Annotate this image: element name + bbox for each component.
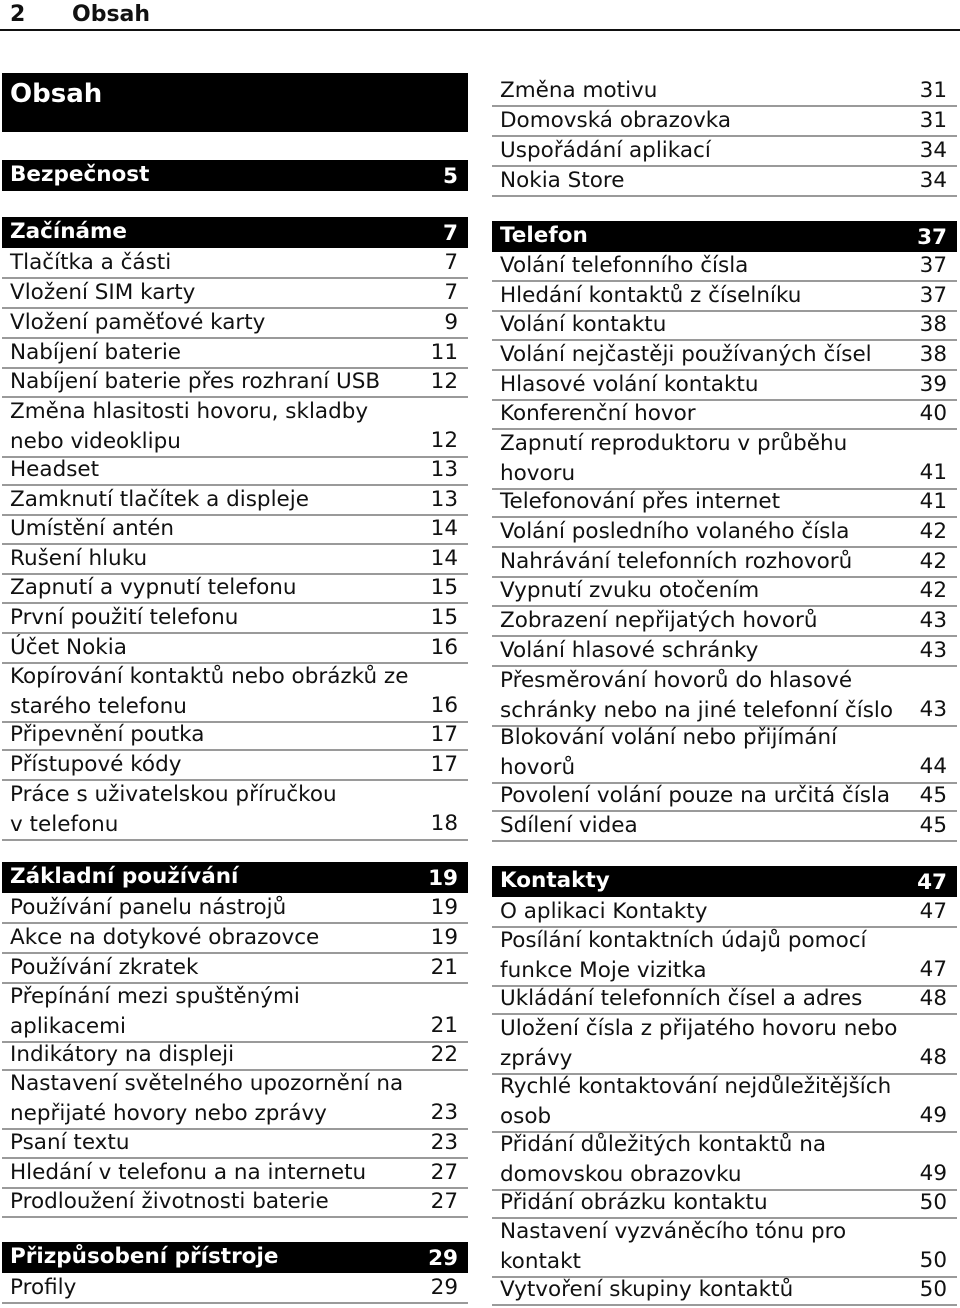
- toc-entry[interactable]: [492, 636, 957, 667]
- toc-entry[interactable]: [492, 1275, 957, 1306]
- toc-entry-title: hovoru: [500, 460, 576, 486]
- toc-entry-title: Přístupové kódy: [10, 752, 182, 777]
- toc-entry-title: Posílání kontaktních údajů pomocí: [500, 928, 867, 953]
- toc-page-number: 38: [919, 311, 947, 337]
- toc-entry-title: Volání nejčastěji používaných čísel: [500, 342, 872, 367]
- toc-entry-title: schránky nebo na jiné telefonní číslo: [500, 697, 894, 723]
- toc-entry[interactable]: [492, 370, 957, 401]
- toc-page-number: 37: [919, 282, 947, 308]
- toc-page-number: 23: [430, 1129, 458, 1155]
- toc-page-number: 38: [919, 341, 947, 367]
- toc-entry[interactable]: [492, 1130, 957, 1191]
- toc-entry-title: Sdílení videa: [500, 813, 638, 838]
- toc-entry[interactable]: [492, 1014, 957, 1075]
- toc-entry-title: Volání telefonního čísla: [500, 253, 749, 278]
- toc-page-number: 49: [919, 1102, 947, 1128]
- toc-entry-title: Uspořádání aplikací: [500, 138, 711, 163]
- toc-entry-title: Profily: [10, 1275, 77, 1300]
- toc-entry-title: Přepínání mezi spuštěnými: [10, 984, 300, 1009]
- toc-page-number: 19: [430, 894, 458, 920]
- toc-entry-title: Zapnutí a vypnutí telefonu: [10, 575, 297, 600]
- toc-page-number: 7: [444, 249, 458, 275]
- toc-entry[interactable]: [492, 606, 957, 637]
- toc-entry[interactable]: [2, 750, 468, 781]
- toc-entry[interactable]: [492, 166, 957, 197]
- toc-entry[interactable]: [492, 723, 957, 784]
- toc-page-number: 45: [919, 812, 947, 838]
- toc-page-number: 29: [430, 1274, 458, 1300]
- toc-page-number: 9: [444, 309, 458, 335]
- toc-entry[interactable]: [2, 1069, 468, 1130]
- toc-entry-title: O aplikaci Kontakty: [500, 899, 708, 924]
- toc-entry-title: Kopírování kontaktů nebo obrázků ze: [10, 664, 409, 689]
- toc-page-number: 37: [917, 224, 947, 250]
- toc-page-number: 47: [919, 956, 947, 982]
- toc-entry-title: Zobrazení nepřijatých hovorů: [500, 608, 818, 633]
- toc-page-number: 40: [919, 400, 947, 426]
- toc-entry[interactable]: [2, 338, 468, 369]
- toc-entry-title: Nabíjení baterie: [10, 340, 182, 365]
- toc-entry-title: Volání hlasové schránky: [500, 638, 759, 663]
- toc-entry-title: Přesměrování hovorů do hlasové: [500, 668, 853, 693]
- toc-entry[interactable]: [2, 662, 468, 723]
- toc-entry[interactable]: [2, 248, 468, 279]
- toc-entry-title: Hlasové volání kontaktu: [500, 372, 759, 397]
- toc-entry[interactable]: [2, 1128, 468, 1159]
- toc-page-number: 31: [919, 107, 947, 133]
- toc-entry[interactable]: [2, 893, 468, 924]
- toc-page-number: 48: [919, 1044, 947, 1070]
- toc-entry-title: Změna motivu: [500, 78, 658, 103]
- toc-entry[interactable]: [492, 897, 957, 928]
- toc-entry[interactable]: [2, 780, 468, 841]
- toc-section-heading[interactable]: [2, 862, 468, 893]
- toc-section-heading[interactable]: [2, 217, 468, 248]
- toc-entry[interactable]: [492, 429, 957, 490]
- toc-page-number: 27: [430, 1188, 458, 1214]
- toc-page-number: 14: [430, 515, 458, 541]
- toc-entry-title: Headset: [10, 457, 100, 482]
- toc-entry[interactable]: [492, 487, 957, 518]
- toc-entry-title: Povolení volání pouze na určitá čísla: [500, 783, 891, 808]
- toc-entry-title: Telefonování přes internet: [500, 489, 781, 514]
- toc-entry-title: Základní používání: [10, 864, 239, 889]
- toc-entry[interactable]: [492, 576, 957, 607]
- toc-entry-title: Volání kontaktu: [500, 312, 667, 337]
- toc-page-number: 14: [430, 545, 458, 571]
- toc-entry[interactable]: [2, 367, 468, 398]
- toc-page-number: 17: [430, 751, 458, 777]
- toc-entry[interactable]: [2, 633, 468, 664]
- toc-entry-title: Konferenční hovor: [500, 401, 696, 426]
- toc-page-number: 37: [919, 252, 947, 278]
- toc-entry[interactable]: [492, 281, 957, 312]
- toc-page-number: 50: [919, 1276, 947, 1302]
- toc-entry-title: zprávy: [500, 1045, 573, 1071]
- toc-page-number: 42: [919, 548, 947, 574]
- toc-entry[interactable]: [492, 1188, 957, 1219]
- toc-entry-title: osob: [500, 1103, 552, 1129]
- toc-entry[interactable]: [492, 926, 957, 987]
- toc-page-number: 43: [919, 696, 947, 722]
- toc-entry-title: Hledání kontaktů z číselníku: [500, 283, 802, 308]
- toc-page-number: 12: [430, 427, 458, 453]
- toc-entry-title: Zamknutí tlačítek a displeje: [10, 487, 309, 512]
- toc-page-number: 49: [919, 1160, 947, 1186]
- toc-entry[interactable]: [2, 603, 468, 634]
- toc-page-number: 39: [919, 371, 947, 397]
- toc-entry-title: hovorů: [500, 754, 576, 780]
- toc-page-number: 23: [430, 1099, 458, 1125]
- toc-entry-title: Psaní textu: [10, 1130, 130, 1155]
- toc-entry[interactable]: [492, 399, 957, 430]
- toc-page-number: 22: [430, 1041, 458, 1067]
- toc-entry-title: Nabíjení baterie přes rozhraní USB: [10, 369, 381, 394]
- toc-title: Obsah: [2, 73, 468, 132]
- toc-page-number: 41: [919, 459, 947, 485]
- toc-page-number: 47: [919, 898, 947, 924]
- toc-page-number: 16: [430, 634, 458, 660]
- toc-entry-title: Nastavení světelného upozornění na: [10, 1071, 404, 1096]
- toc-page-number: 7: [443, 220, 458, 246]
- toc-page-number: 45: [919, 782, 947, 808]
- toc-entry-title: Používání zkratek: [10, 955, 199, 980]
- toc-entry[interactable]: [2, 720, 468, 751]
- page-number: 2: [10, 2, 26, 27]
- toc-page-number: 13: [430, 456, 458, 482]
- toc-entry-title: nebo videoklipu: [10, 428, 181, 454]
- toc-page-number: 27: [430, 1159, 458, 1185]
- toc-entry-title: Volání posledního volaného čísla: [500, 519, 850, 544]
- toc-entry-title: Vytvoření skupiny kontaktů: [500, 1277, 794, 1302]
- toc-section-heading[interactable]: [2, 1242, 468, 1273]
- toc-page-number: 11: [430, 339, 458, 365]
- toc-entry-title: v telefonu: [10, 811, 119, 837]
- toc-entry-title: Vypnutí zvuku otočením: [500, 578, 760, 603]
- toc-page-number: 13: [430, 486, 458, 512]
- toc-page-number: 50: [919, 1247, 947, 1273]
- toc-page-number: 47: [917, 869, 947, 895]
- toc-entry[interactable]: [2, 308, 468, 339]
- toc-entry-title: Uložení čísla z přijatého hovoru nebo: [500, 1016, 898, 1041]
- toc-page-number: 16: [430, 692, 458, 718]
- toc-entry-title: Prodloužení životnosti baterie: [10, 1189, 329, 1214]
- toc-page-number: 41: [919, 488, 947, 514]
- toc-entry[interactable]: [492, 1072, 957, 1133]
- toc-page-number: 21: [430, 954, 458, 980]
- toc-entry[interactable]: [2, 953, 468, 984]
- toc-entry-title: Nastavení vyzváněcího tónu pro: [500, 1219, 847, 1244]
- toc-entry[interactable]: [2, 1273, 468, 1304]
- toc-page-number: 15: [430, 574, 458, 600]
- toc-entry-title: Nahrávání telefonních rozhovorů: [500, 549, 853, 574]
- toc-entry[interactable]: [492, 517, 957, 548]
- toc-page-number: 43: [919, 637, 947, 663]
- toc-entry-title: Změna hlasitosti hovoru, skladby: [10, 399, 369, 424]
- toc-page-number: 19: [430, 924, 458, 950]
- toc-entry-title: Bezpečnost: [10, 162, 150, 187]
- toc-entry[interactable]: [2, 455, 468, 486]
- toc-entry[interactable]: [492, 251, 957, 282]
- toc-page-number: 19: [428, 865, 458, 891]
- toc-entry-title: aplikacemi: [10, 1013, 126, 1039]
- toc-page-number: 31: [919, 77, 947, 103]
- toc-entry-title: Akce na dotykové obrazovce: [10, 925, 320, 950]
- toc-entry-title: Tlačítka a části: [10, 250, 172, 275]
- toc-entry-title: Přizpůsobení přístroje: [10, 1244, 279, 1269]
- toc-entry[interactable]: [2, 278, 468, 309]
- toc-entry-title: nepřijaté hovory nebo zprávy: [10, 1100, 327, 1126]
- toc-entry-title: funkce Moje vizitka: [500, 957, 707, 983]
- toc-entry-title: Práce s uživatelskou příručkou: [10, 782, 337, 807]
- toc-entry[interactable]: [2, 982, 468, 1043]
- toc-entry[interactable]: [2, 923, 468, 954]
- toc-entry[interactable]: [492, 136, 957, 167]
- toc-entry[interactable]: [492, 76, 957, 107]
- toc-entry[interactable]: [492, 106, 957, 137]
- toc-entry[interactable]: [2, 1158, 468, 1189]
- toc-page-number: 7: [444, 279, 458, 305]
- toc-entry[interactable]: [492, 811, 957, 842]
- toc-page-number: 12: [430, 368, 458, 394]
- toc-page-number: 42: [919, 577, 947, 603]
- toc-page-number: 34: [919, 137, 947, 163]
- toc-entry-title: Blokování volání nebo přijímání: [500, 725, 838, 750]
- header-rule: [0, 29, 960, 31]
- toc-entry-title: Vložení paměťové karty: [10, 310, 266, 335]
- toc-entry-title: Domovská obrazovka: [500, 108, 732, 133]
- toc-entry-title: domovskou obrazovku: [500, 1161, 742, 1187]
- toc-entry-title: kontakt: [500, 1248, 581, 1274]
- toc-page-number: 34: [919, 167, 947, 193]
- toc-entry-title: První použití telefonu: [10, 605, 239, 630]
- toc-entry[interactable]: [2, 1040, 468, 1071]
- toc-entry-title: Kontakty: [500, 868, 610, 893]
- toc-entry-title: starého telefonu: [10, 693, 187, 719]
- toc-entry[interactable]: [492, 340, 957, 371]
- toc-entry[interactable]: [2, 514, 468, 545]
- toc-entry[interactable]: [492, 666, 957, 727]
- toc-page-number: 15: [430, 604, 458, 630]
- toc-page-number: 29: [428, 1245, 458, 1271]
- page-header: [0, 0, 960, 30]
- toc-entry[interactable]: [492, 781, 957, 812]
- toc-entry[interactable]: [2, 397, 468, 458]
- toc-entry-title: Přidání důležitých kontaktů na: [500, 1132, 827, 1157]
- toc-section-heading[interactable]: [2, 160, 468, 191]
- toc-page-number: 21: [430, 1012, 458, 1038]
- toc-entry[interactable]: [2, 485, 468, 516]
- toc-entry-title: Umístění antén: [10, 516, 175, 541]
- toc-entry[interactable]: [2, 573, 468, 604]
- toc-entry-title: Rychlé kontaktování nejdůležitějších: [500, 1074, 892, 1099]
- toc-entry-title: Zapnutí reproduktoru v průběhu: [500, 431, 848, 456]
- toc-entry[interactable]: [492, 310, 957, 341]
- toc-page-number: 48: [919, 985, 947, 1011]
- toc-entry-title: Hledání v telefonu a na internetu: [10, 1160, 367, 1185]
- toc-entry-title: Používání panelu nástrojů: [10, 895, 287, 920]
- toc-page-number: 42: [919, 518, 947, 544]
- toc-entry-title: Vložení SIM karty: [10, 280, 196, 305]
- toc-section-heading[interactable]: [492, 866, 957, 897]
- toc-entry-title: Telefon: [500, 223, 588, 248]
- toc-entry-title: Účet Nokia: [10, 635, 127, 660]
- toc-entry[interactable]: [492, 547, 957, 578]
- toc-entry-title: Připevnění poutka: [10, 722, 205, 747]
- toc-page-number: 18: [430, 810, 458, 836]
- toc-entry-title: Rušení hluku: [10, 546, 148, 571]
- toc-entry[interactable]: [2, 544, 468, 575]
- toc-entry-title: Indikátory na displeji: [10, 1042, 235, 1067]
- toc-page-number: 44: [919, 753, 947, 779]
- toc-entry[interactable]: [492, 1217, 957, 1278]
- toc-page-number: 50: [919, 1189, 947, 1215]
- toc-entry[interactable]: [2, 1187, 468, 1218]
- header-title: Obsah: [72, 2, 151, 27]
- toc-page-number: 5: [443, 163, 458, 189]
- toc-entry-title: Nokia Store: [500, 168, 625, 193]
- toc-entry[interactable]: [492, 984, 957, 1015]
- toc-page-number: 17: [430, 721, 458, 747]
- toc-section-heading[interactable]: [492, 221, 957, 252]
- toc-entry-title: Přidání obrázku kontaktu: [500, 1190, 768, 1215]
- toc-entry-title: Ukládání telefonních čísel a adres: [500, 986, 863, 1011]
- toc-page-number: 43: [919, 607, 947, 633]
- toc-entry-title: Začínáme: [10, 219, 128, 244]
